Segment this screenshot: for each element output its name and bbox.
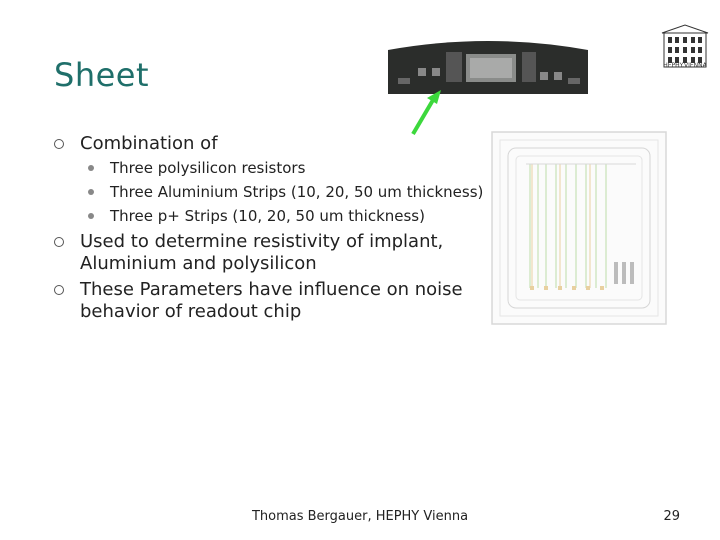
dot-bullet-icon — [88, 213, 94, 219]
bullet-resistivity — [54, 231, 494, 275]
green-arrow-icon — [405, 88, 445, 138]
hollow-bullet-icon — [54, 237, 64, 247]
page-number: 29 — [663, 509, 680, 524]
logo-caption: HEPHY.VIENNA — [663, 62, 707, 69]
slide-title: Sheet — [54, 56, 150, 94]
sub-bullet-text: Three Aluminium Strips (10, 20, 50 um thickness) — [110, 183, 484, 201]
bullet-text: These Parameters have influence on noise behavior of readout chip — [80, 279, 463, 322]
bullet-combination — [54, 133, 494, 155]
sub-bullet-text: Three polysilicon resistors — [110, 159, 306, 177]
hollow-bullet-icon — [54, 285, 64, 295]
sub-bullet-text: Three p+ Strips (10, 20, 50 um thickness) — [110, 207, 425, 225]
sub-bullet-pplus — [54, 207, 494, 226]
footer-author: Thomas Bergauer, HEPHY Vienna — [251, 509, 469, 524]
dot-bullet-icon — [88, 165, 94, 171]
bullet-list — [54, 133, 494, 327]
dot-bullet-icon — [88, 189, 94, 195]
bullet-parameters — [54, 279, 494, 323]
sub-bullet-polysilicon — [54, 159, 494, 178]
bullet-text: Combination of — [80, 133, 218, 154]
sheet-layout-drawing — [490, 130, 668, 326]
hollow-bullet-icon — [54, 139, 64, 149]
bullet-text: Used to determine resistivity of implant, Aluminium and polysilicon — [80, 231, 444, 274]
sub-bullet-aluminium — [54, 183, 494, 202]
wafer-photo — [388, 38, 588, 94]
